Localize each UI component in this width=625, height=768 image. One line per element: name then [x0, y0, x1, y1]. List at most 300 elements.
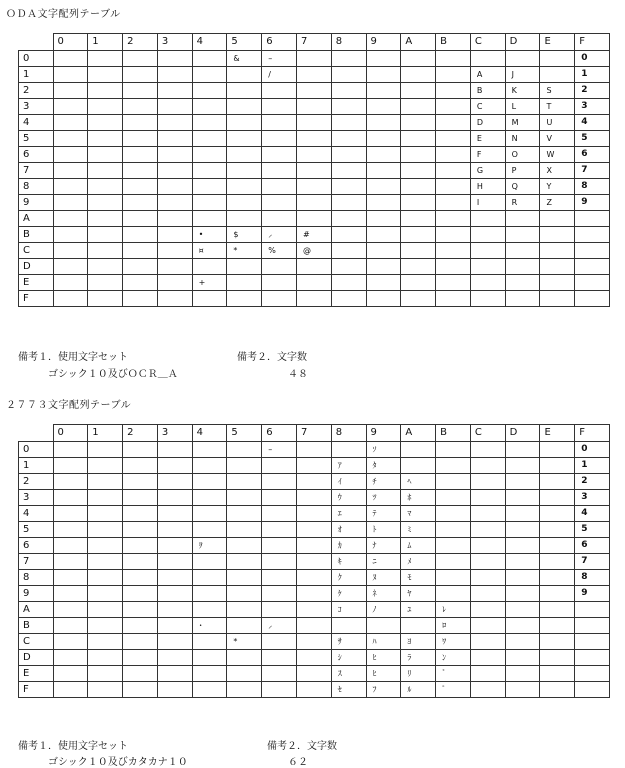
character-cell: ﾂ	[366, 490, 401, 506]
character-cell	[331, 275, 366, 291]
character-cell	[227, 602, 262, 618]
character-cell	[157, 211, 192, 227]
character-cell: 2	[575, 83, 610, 99]
character-cell	[436, 490, 471, 506]
character-cell	[575, 275, 610, 291]
row-header: 0	[19, 51, 54, 67]
row-header: 8	[19, 179, 54, 195]
character-cell	[401, 618, 436, 634]
character-cell	[123, 538, 158, 554]
table-row	[19, 211, 610, 227]
table-row	[19, 618, 610, 634]
character-cell: ｺ	[331, 602, 366, 618]
character-cell	[366, 259, 401, 275]
character-cell	[53, 458, 88, 474]
table-row	[19, 51, 610, 67]
character-cell: ｴ	[331, 506, 366, 522]
character-cell	[575, 259, 610, 275]
character-cell	[157, 275, 192, 291]
column-header: 1	[88, 425, 123, 442]
character-cell	[227, 586, 262, 602]
character-cell	[331, 211, 366, 227]
oda-note1-title: 備考１．使用文字セット	[18, 352, 128, 363]
character-cell	[53, 163, 88, 179]
row-header: E	[19, 666, 54, 682]
character-cell	[436, 51, 471, 67]
character-cell	[123, 682, 158, 698]
character-cell	[296, 115, 331, 131]
character-cell	[540, 458, 575, 474]
character-cell	[192, 666, 227, 682]
character-cell	[436, 458, 471, 474]
character-cell	[401, 115, 436, 131]
character-cell	[123, 179, 158, 195]
column-header: D	[505, 34, 540, 51]
column-header: 3	[157, 34, 192, 51]
character-cell	[192, 474, 227, 490]
character-cell: ｹ	[331, 586, 366, 602]
character-cell	[262, 211, 297, 227]
character-cell	[366, 99, 401, 115]
table-row	[19, 243, 610, 259]
table-row	[19, 490, 610, 506]
character-cell	[262, 458, 297, 474]
character-cell	[192, 570, 227, 586]
character-cell: ¤	[192, 243, 227, 259]
character-cell	[436, 442, 471, 458]
corner-cell	[19, 425, 54, 442]
table-row	[19, 586, 610, 602]
character-cell	[401, 458, 436, 474]
character-cell	[227, 650, 262, 666]
character-cell: ﾁ	[366, 474, 401, 490]
character-cell	[192, 179, 227, 195]
character-cell: +	[192, 275, 227, 291]
character-cell	[470, 618, 505, 634]
character-cell	[296, 83, 331, 99]
character-cell: 1	[575, 67, 610, 83]
character-cell	[192, 586, 227, 602]
character-cell	[88, 83, 123, 99]
row-header: 5	[19, 522, 54, 538]
character-cell	[157, 131, 192, 147]
character-cell	[401, 259, 436, 275]
table-row	[19, 147, 610, 163]
character-cell	[192, 115, 227, 131]
character-cell	[470, 538, 505, 554]
character-cell: ･	[192, 618, 227, 634]
character-cell	[88, 211, 123, 227]
character-cell	[88, 51, 123, 67]
character-cell	[505, 243, 540, 259]
character-cell	[262, 99, 297, 115]
character-cell	[157, 163, 192, 179]
character-cell: ﾜ	[436, 634, 471, 650]
character-cell	[123, 650, 158, 666]
column-header: B	[436, 34, 471, 51]
character-cell: ｷ	[331, 554, 366, 570]
character-cell	[227, 163, 262, 179]
row-header: F	[19, 682, 54, 698]
character-cell	[401, 163, 436, 179]
character-cell	[227, 506, 262, 522]
character-cell	[227, 538, 262, 554]
character-cell: 1	[575, 458, 610, 474]
character-cell	[540, 554, 575, 570]
character-cell	[227, 99, 262, 115]
row-header: 6	[19, 147, 54, 163]
character-cell	[227, 682, 262, 698]
character-cell: ｽ	[331, 666, 366, 682]
character-cell	[505, 554, 540, 570]
character-cell: @	[296, 243, 331, 259]
table-row	[19, 538, 610, 554]
character-cell	[262, 147, 297, 163]
character-cell: ﾃ	[366, 506, 401, 522]
character-cell: ﾄ	[366, 522, 401, 538]
character-cell	[157, 490, 192, 506]
corner-cell	[19, 34, 54, 51]
character-cell	[157, 602, 192, 618]
character-cell	[296, 291, 331, 307]
character-cell	[470, 474, 505, 490]
character-cell	[470, 602, 505, 618]
character-cell	[296, 538, 331, 554]
column-header: 9	[366, 34, 401, 51]
oda-character-table	[18, 33, 610, 307]
character-cell	[227, 147, 262, 163]
character-cell: ﾕ	[401, 602, 436, 618]
character-cell	[53, 522, 88, 538]
table-row	[19, 474, 610, 490]
character-cell	[436, 115, 471, 131]
character-cell: J	[505, 67, 540, 83]
character-cell	[192, 458, 227, 474]
character-cell	[331, 83, 366, 99]
character-cell	[540, 602, 575, 618]
character-cell	[470, 259, 505, 275]
character-cell	[192, 554, 227, 570]
character-cell	[401, 442, 436, 458]
table-row	[19, 602, 610, 618]
character-cell	[262, 650, 297, 666]
character-cell	[366, 179, 401, 195]
character-cell	[192, 211, 227, 227]
character-cell	[157, 586, 192, 602]
character-cell	[262, 506, 297, 522]
character-cell: ﾎ	[401, 490, 436, 506]
table-row	[19, 83, 610, 99]
character-cell	[53, 291, 88, 307]
character-cell	[505, 211, 540, 227]
character-cell	[123, 634, 158, 650]
character-cell	[192, 602, 227, 618]
character-cell: S	[540, 83, 575, 99]
character-cell	[227, 442, 262, 458]
column-header: 4	[192, 425, 227, 442]
column-header: 1	[88, 34, 123, 51]
character-cell	[401, 211, 436, 227]
character-cell	[123, 666, 158, 682]
character-cell	[470, 682, 505, 698]
character-cell	[88, 474, 123, 490]
character-cell	[262, 275, 297, 291]
2773-table-title: ２７７３文字配列テーブル	[6, 400, 132, 411]
character-cell	[401, 147, 436, 163]
character-cell	[157, 650, 192, 666]
character-cell	[505, 442, 540, 458]
character-cell	[227, 115, 262, 131]
character-cell	[331, 147, 366, 163]
table-row	[19, 666, 610, 682]
character-cell	[436, 227, 471, 243]
character-cell	[88, 67, 123, 83]
character-cell	[262, 682, 297, 698]
character-cell: *	[227, 243, 262, 259]
character-cell	[436, 259, 471, 275]
character-cell: ｻ	[331, 634, 366, 650]
column-header: D	[505, 425, 540, 442]
table-row	[19, 554, 610, 570]
character-cell	[192, 67, 227, 83]
character-cell	[436, 506, 471, 522]
character-cell	[366, 275, 401, 291]
character-cell	[123, 474, 158, 490]
table-row	[19, 195, 610, 211]
character-cell	[53, 474, 88, 490]
character-cell	[88, 99, 123, 115]
character-cell	[53, 211, 88, 227]
character-cell	[53, 83, 88, 99]
character-cell: ﾍ	[401, 474, 436, 490]
character-cell	[331, 51, 366, 67]
character-cell	[262, 83, 297, 99]
oda-note2-title: 備考２．文字数	[237, 352, 307, 363]
character-cell: F	[470, 147, 505, 163]
character-cell: H	[470, 179, 505, 195]
row-header: 3	[19, 99, 54, 115]
character-cell: A	[470, 67, 505, 83]
character-cell	[88, 163, 123, 179]
character-cell	[331, 163, 366, 179]
character-cell: I	[470, 195, 505, 211]
character-cell	[192, 99, 227, 115]
header-row	[19, 34, 610, 51]
character-cell	[296, 275, 331, 291]
character-cell	[157, 243, 192, 259]
character-cell	[401, 275, 436, 291]
character-cell	[227, 211, 262, 227]
character-cell	[505, 458, 540, 474]
character-cell	[227, 522, 262, 538]
column-header: 2	[123, 34, 158, 51]
row-header: 0	[19, 442, 54, 458]
character-cell: 9	[575, 195, 610, 211]
character-cell	[88, 570, 123, 586]
character-cell	[331, 115, 366, 131]
character-cell: ﾑ	[401, 538, 436, 554]
character-cell	[88, 131, 123, 147]
row-header: B	[19, 227, 54, 243]
character-cell	[505, 522, 540, 538]
character-cell	[227, 618, 262, 634]
character-cell	[401, 99, 436, 115]
character-cell: •	[192, 227, 227, 243]
character-cell: ｿ	[366, 442, 401, 458]
character-cell	[88, 458, 123, 474]
row-header: 5	[19, 131, 54, 147]
character-cell	[53, 275, 88, 291]
character-cell: ｳ	[331, 490, 366, 506]
2773-note1-value: ゴシック１０及びカタカナ１０	[48, 757, 188, 768]
table-row	[19, 442, 610, 458]
character-cell	[262, 490, 297, 506]
character-cell	[123, 243, 158, 259]
row-header: D	[19, 259, 54, 275]
character-cell	[366, 618, 401, 634]
character-cell: ﾀ	[366, 458, 401, 474]
character-cell: B	[470, 83, 505, 99]
table-row	[19, 570, 610, 586]
character-cell	[575, 618, 610, 634]
character-cell	[366, 83, 401, 99]
character-cell	[88, 538, 123, 554]
character-cell	[262, 291, 297, 307]
character-cell	[470, 554, 505, 570]
character-cell	[296, 195, 331, 211]
character-cell: ﾝ	[436, 650, 471, 666]
character-cell	[192, 259, 227, 275]
character-cell	[227, 474, 262, 490]
character-cell	[470, 227, 505, 243]
character-cell	[123, 442, 158, 458]
character-cell	[53, 51, 88, 67]
character-cell	[192, 195, 227, 211]
character-cell	[436, 538, 471, 554]
character-cell: ﾆ	[366, 554, 401, 570]
row-header: D	[19, 650, 54, 666]
character-cell: ﾞ	[436, 666, 471, 682]
character-cell	[88, 227, 123, 243]
character-cell	[123, 211, 158, 227]
character-cell	[540, 506, 575, 522]
character-cell	[53, 634, 88, 650]
character-cell	[157, 83, 192, 99]
character-cell	[227, 83, 262, 99]
character-cell	[296, 666, 331, 682]
character-cell	[436, 131, 471, 147]
character-cell: ﾊ	[366, 634, 401, 650]
character-cell	[123, 618, 158, 634]
character-cell	[88, 291, 123, 307]
character-cell	[262, 570, 297, 586]
character-cell	[540, 474, 575, 490]
table-row	[19, 131, 610, 147]
column-header: 0	[53, 425, 88, 442]
character-cell	[227, 458, 262, 474]
character-cell	[470, 275, 505, 291]
character-cell: ﾛ	[436, 618, 471, 634]
character-cell	[192, 83, 227, 99]
character-cell	[296, 570, 331, 586]
character-cell	[575, 682, 610, 698]
character-cell	[227, 291, 262, 307]
character-cell	[470, 506, 505, 522]
character-cell	[53, 115, 88, 131]
character-cell: 0	[575, 442, 610, 458]
character-cell	[262, 195, 297, 211]
character-cell	[540, 618, 575, 634]
character-cell	[123, 227, 158, 243]
character-cell	[88, 666, 123, 682]
character-cell	[331, 618, 366, 634]
character-cell	[53, 99, 88, 115]
character-cell	[540, 211, 575, 227]
character-cell	[575, 227, 610, 243]
character-cell	[123, 83, 158, 99]
character-cell	[366, 243, 401, 259]
character-cell: ｾ	[331, 682, 366, 698]
character-cell	[540, 634, 575, 650]
character-cell	[262, 259, 297, 275]
character-cell	[88, 522, 123, 538]
character-cell	[123, 602, 158, 618]
character-cell	[540, 227, 575, 243]
character-cell	[540, 586, 575, 602]
character-cell: 2	[575, 474, 610, 490]
character-cell	[157, 291, 192, 307]
character-cell	[192, 51, 227, 67]
character-cell	[436, 522, 471, 538]
character-cell	[53, 227, 88, 243]
character-cell	[53, 147, 88, 163]
character-cell	[88, 115, 123, 131]
row-header: 8	[19, 570, 54, 586]
character-cell	[470, 586, 505, 602]
character-cell: ﾋ	[366, 666, 401, 682]
column-header: 2	[123, 425, 158, 442]
character-cell: *	[227, 634, 262, 650]
table-row	[19, 99, 610, 115]
character-cell	[470, 490, 505, 506]
row-header: 7	[19, 163, 54, 179]
character-cell	[505, 602, 540, 618]
character-cell	[88, 682, 123, 698]
character-cell	[366, 147, 401, 163]
character-cell	[157, 99, 192, 115]
character-cell	[192, 522, 227, 538]
character-cell: ｦ	[192, 538, 227, 554]
character-cell: L	[505, 99, 540, 115]
character-cell	[123, 67, 158, 83]
character-cell: U	[540, 115, 575, 131]
character-cell: ｵ	[331, 522, 366, 538]
column-header: 4	[192, 34, 227, 51]
column-header: A	[401, 34, 436, 51]
character-cell	[470, 458, 505, 474]
table-row	[19, 506, 610, 522]
character-cell	[505, 51, 540, 67]
row-header: C	[19, 243, 54, 259]
character-cell	[575, 634, 610, 650]
character-cell	[88, 147, 123, 163]
character-cell	[88, 554, 123, 570]
character-cell: R	[505, 195, 540, 211]
2773-note1-title: 備考１．使用文字セット	[18, 741, 128, 752]
character-cell: 5	[575, 522, 610, 538]
2773-note2-value: ６２	[288, 757, 308, 768]
character-cell	[366, 131, 401, 147]
